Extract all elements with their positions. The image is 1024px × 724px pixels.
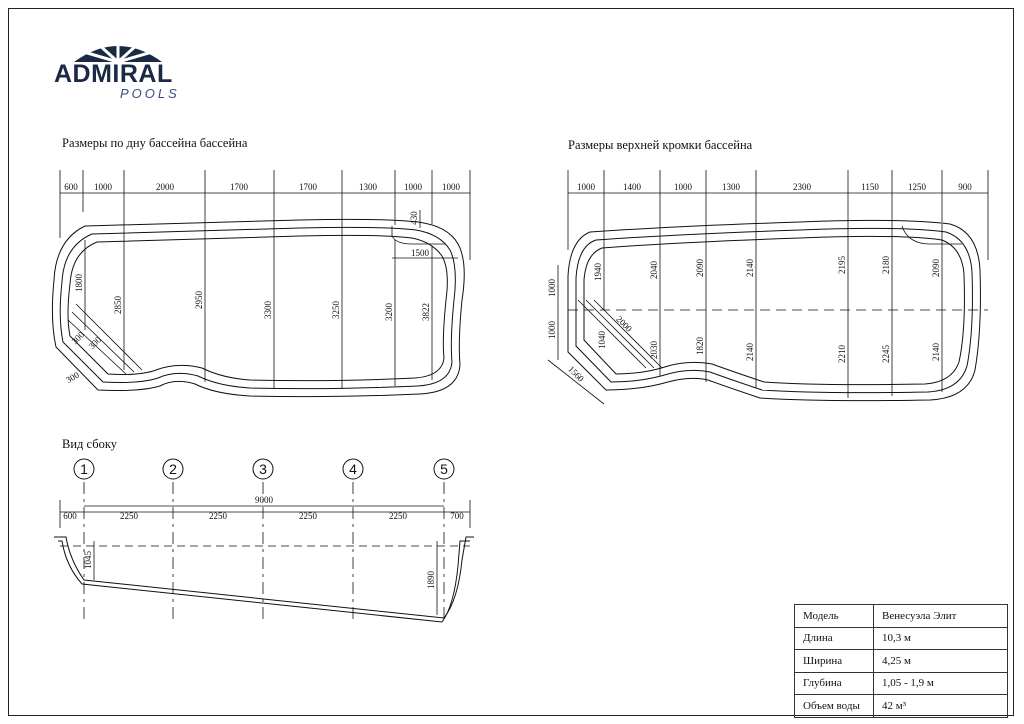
axis-1: 1 [80,461,88,477]
side-dim-1: 2250 [120,511,138,521]
spec-row [795,605,1008,628]
axis-3: 3 [259,461,267,477]
top-edge-dimensions-title: Размеры верхней кромки бассейна [568,138,753,152]
bottom-corner-430: 430 [409,211,419,225]
top-dim-6: 1250 [908,182,926,192]
logo-brand: ADMIRAL [54,60,173,88]
axis-4: 4 [349,461,357,477]
bottom-step-0: 300 [69,329,87,347]
side-dim-2: 2250 [209,511,227,521]
top-lower-width-0: 1040 [597,331,607,349]
spec-key: Объем воды [795,695,874,718]
axis-5: 5 [440,461,448,477]
top-dim-4: 2300 [793,182,811,192]
side-dim-3: 2250 [299,511,317,521]
top-lower-width-3: 2140 [745,343,755,361]
bottom-dim-5: 1300 [359,182,377,192]
axis-2: 2 [169,461,177,477]
bottom-step-2: 300 [64,369,81,386]
top-upper-width-2: 2090 [695,259,705,277]
spec-value: 10,3 м [874,627,1008,650]
spec-key: Длина [795,627,874,650]
spec-row [795,672,1008,695]
side-dim-0: 600 [63,511,77,521]
top-lower-width-1: 2030 [649,341,659,359]
bottom-dim-0: 600 [64,182,78,192]
top-lower-width-2: 1820 [695,337,705,355]
top-dim-3: 1300 [722,182,740,192]
bottom-width-4: 3250 [331,301,341,319]
bottom-dim-7: 1000 [442,182,460,192]
spec-row [795,695,1008,718]
spec-table [794,604,1008,718]
bottom-width-6: 3822 [421,303,431,321]
spec-value: 42 м³ [874,695,1008,718]
bottom-dim-2: 2000 [156,182,174,192]
top-upper-width-1: 2040 [649,261,659,279]
bottom-width-2: 2950 [194,291,204,309]
bottom-dim-4: 1700 [299,182,317,192]
top-lower-width-5: 2245 [881,345,891,363]
spec-key: Модель [795,605,874,628]
bottom-step-1: 300 [86,334,104,352]
top-upper-width-5: 2180 [881,256,891,274]
side-dim-4: 2250 [389,511,407,521]
top-lower-width-6: 2140 [931,343,941,361]
top-dim-5: 1150 [861,182,879,192]
spec-row [795,627,1008,650]
bottom-width-0: 1800 [74,274,84,292]
bottom-dim-3: 1700 [230,182,248,192]
side-dim-5: 700 [450,511,464,521]
bottom-dimensions-title: Размеры по дну бассейна бассейна [62,136,248,150]
spec-key: Ширина [795,650,874,673]
logo-subtitle: POOLS [120,86,180,101]
top-upper-width-6: 2090 [931,259,941,277]
bottom-corner-1500: 1500 [411,248,429,258]
bottom-width-3: 3300 [263,301,273,319]
side-depth-1045: 1045 [83,551,93,569]
side-depth-1890: 1890 [426,571,436,589]
top-dim-7: 900 [958,182,972,192]
spec-value: Венесуэла Элит [874,605,1008,628]
side-total: 9000 [255,495,273,505]
side-view-title: Вид сбоку [62,437,117,451]
top-dim-0: 1000 [577,182,595,192]
top-upper-width-3: 2140 [745,259,755,277]
spec-value: 1,05 - 1,9 м [874,672,1008,695]
top-upper-width-4: 2195 [837,256,847,274]
bottom-width-1: 2850 [113,296,123,314]
bottom-width-5: 3200 [384,303,394,321]
top-left-dim-1: 1000 [547,321,557,339]
bottom-dim-1: 1000 [94,182,112,192]
top-dim-1: 1400 [623,182,641,192]
bottom-dim-6: 1000 [404,182,422,192]
spec-row [795,650,1008,673]
top-upper-width-0: 1940 [593,263,603,281]
top-diag-1560: 1560 [566,363,587,384]
top-diag-2000: 2000 [614,313,635,334]
top-left-dim-0: 1000 [547,279,557,297]
top-dim-2: 1000 [674,182,692,192]
spec-value: 4,25 м [874,650,1008,673]
spec-key: Глубина [795,672,874,695]
top-lower-width-4: 2210 [837,345,847,363]
